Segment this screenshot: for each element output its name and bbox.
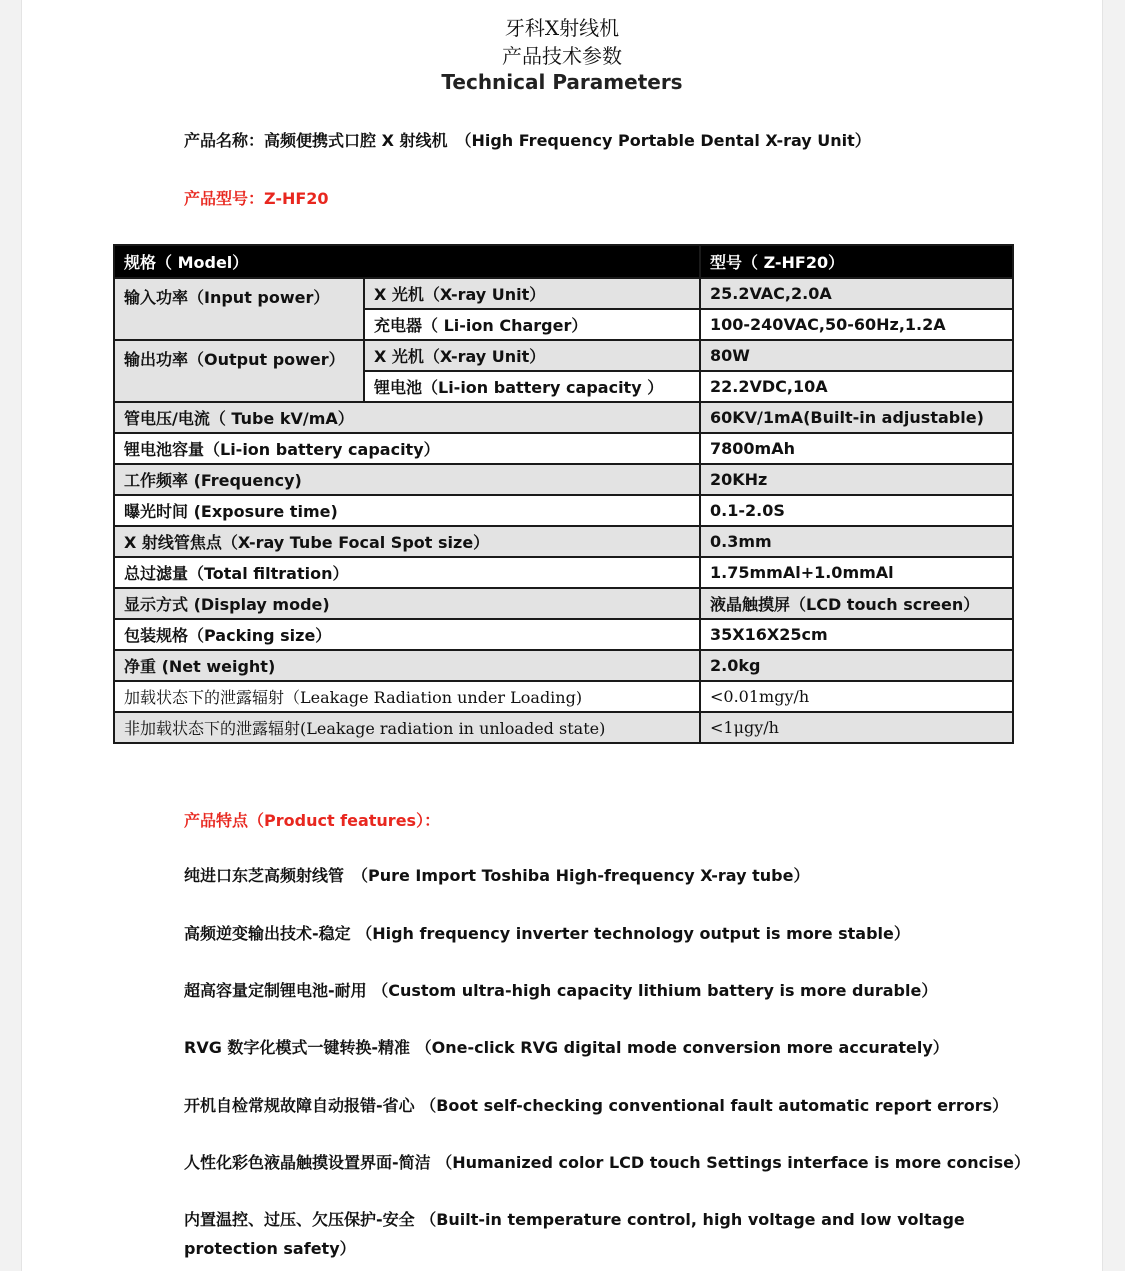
table-row <box>114 495 1013 526</box>
row-value: 0.3mm <box>700 526 1013 557</box>
table-row <box>114 681 1013 712</box>
table-row <box>114 340 1013 371</box>
title-english: Technical Parameters <box>441 70 683 94</box>
row-label: 总过滤量（Total filtration） <box>114 557 700 588</box>
spec-table <box>113 244 1014 744</box>
row-value: <1μgy/h <box>700 712 1013 743</box>
feature-item: RVG 数字化模式一键转换-精准 （One-click RVG digital mode conversion more accurately） <box>184 1038 949 1057</box>
table-row <box>114 650 1013 681</box>
row-value: 7800mAh <box>700 433 1013 464</box>
row-value: 60KV/1mA(Built-in adjustable) <box>700 402 1013 433</box>
row-value: <0.01mgy/h <box>700 681 1013 712</box>
output-xray-label: X 光机（X-ray Unit） <box>364 340 700 371</box>
title-chinese-line2: 产品技术参数 <box>502 44 622 68</box>
row-label: 曝光时间 (Exposure time) <box>114 495 700 526</box>
row-value: 1.75mmAl+1.0mmAl <box>700 557 1013 588</box>
input-xray-value: 25.2VAC,2.0A <box>700 278 1013 309</box>
header-model-label: 规格（ Model） <box>114 245 700 278</box>
row-label: X 射线管焦点（X-ray Tube Focal Spot size） <box>114 526 700 557</box>
output-battery-value: 22.2VDC,10A <box>700 371 1013 402</box>
row-label: 非加载状态下的泄露辐射(Leakage radiation in unloaded state) <box>114 712 700 743</box>
feature-item: 开机自检常规故障自动报错-省心 （Boot self-checking conventional fault automatic report errors） <box>184 1096 1009 1115</box>
row-value: 0.1-2.0S <box>700 495 1013 526</box>
table-row <box>114 712 1013 743</box>
title-chinese-line1: 牙科X射线机 <box>504 16 620 40</box>
table-row <box>114 433 1013 464</box>
table-row <box>114 619 1013 650</box>
row-label: 包装规格（Packing size） <box>114 619 700 650</box>
feature-item: 高频逆变输出技术-稳定 （High frequency inverter technology output is more stable） <box>184 924 910 943</box>
product-name: 产品名称：高频便携式口腔 X 射线机 （High Frequency Portable Dental X-ray Unit） <box>184 131 871 150</box>
row-label: 工作频率 (Frequency) <box>114 464 700 495</box>
table-row <box>114 464 1013 495</box>
feature-item: 纯进口东芝高频射线管 （Pure Import Toshiba High-frequency X-ray tube） <box>184 866 810 885</box>
features-heading: 产品特点（Product features）： <box>184 811 441 830</box>
table-row <box>114 588 1013 619</box>
feature-item: 内置温控、过压、欠压保护-安全 （Built-in temperature control, high voltage and low voltage protection safety） <box>184 1210 965 1258</box>
product-model: 产品型号：Z-HF20 <box>184 189 329 208</box>
row-label: 净重 (Net weight) <box>114 650 700 681</box>
table-row <box>114 402 1013 433</box>
row-label: 管电压/电流（ Tube kV/mA） <box>114 402 700 433</box>
spec-table-header <box>114 245 1013 278</box>
row-value: 35X16X25cm <box>700 619 1013 650</box>
row-label: 显示方式 (Display mode) <box>114 588 700 619</box>
row-value: 20KHz <box>700 464 1013 495</box>
row-value: 2.0kg <box>700 650 1013 681</box>
table-row <box>114 278 1013 309</box>
table-row <box>114 557 1013 588</box>
input-charger-label: 充电器（ Li-ion Charger） <box>364 309 700 340</box>
table-row <box>114 526 1013 557</box>
input-power-label: 输入功率（Input power） <box>114 278 364 340</box>
document-page <box>22 0 1102 1271</box>
feature-item: 人性化彩色液晶触摸设置界面-简洁 （Humanized color LCD touch Settings interface is more concise） <box>184 1153 1030 1172</box>
header-model-value: 型号（ Z-HF20） <box>700 245 1013 278</box>
output-power-label: 输出功率（Output power） <box>114 340 364 402</box>
output-battery-label: 锂电池（Li-ion battery capacity ） <box>364 371 700 402</box>
feature-item: 超高容量定制锂电池-耐用 （Custom ultra-high capacity lithium battery is more durable） <box>184 981 938 1000</box>
row-label: 锂电池容量（Li-ion battery capacity） <box>114 433 700 464</box>
output-xray-value: 80W <box>700 340 1013 371</box>
row-label: 加载状态下的泄露辐射（Leakage Radiation under Loading) <box>114 681 700 712</box>
input-xray-label: X 光机（X-ray Unit） <box>364 278 700 309</box>
input-charger-value: 100-240VAC,50-60Hz,1.2A <box>700 309 1013 340</box>
row-value: 液晶触摸屏（LCD touch screen） <box>700 588 1013 619</box>
